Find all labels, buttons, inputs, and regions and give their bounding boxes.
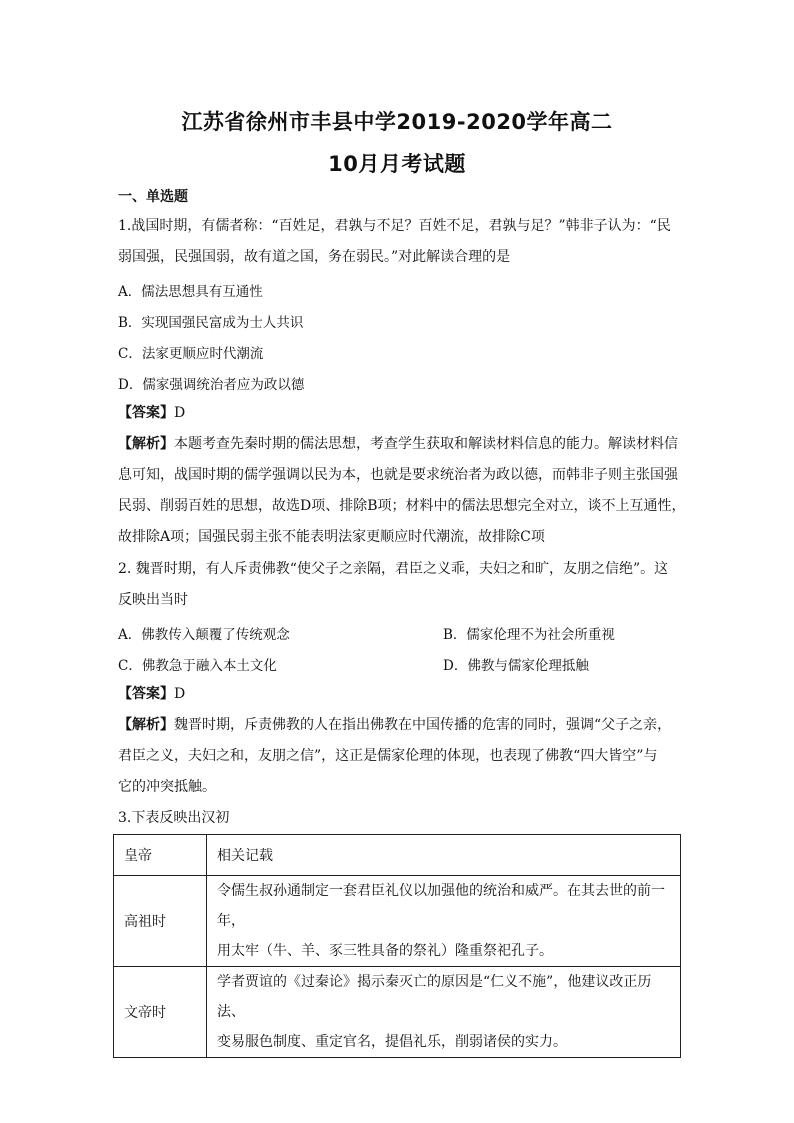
table-row bbox=[114, 876, 681, 967]
q1-option-a: A．儒法思想具有互通性 bbox=[118, 284, 263, 300]
table-header-row bbox=[114, 835, 681, 876]
q1-analysis-line1 bbox=[118, 434, 678, 454]
record-line: 学者贾谊的《过秦论》揭示秦灭亡的原因是“仁义不施”，他建议改正历法、 bbox=[217, 974, 652, 1020]
q3-stem: 3.下表反映出汉初 bbox=[118, 810, 230, 826]
analysis-tag: 【解析】 bbox=[118, 717, 174, 733]
q1-option-c: C．法家更顺应时代潮流 bbox=[118, 346, 264, 362]
q1-analysis-line3: 民弱、削弱百姓的思想，故选D项、排除B项；材料中的儒法思想完全对立，谈不上互通性， bbox=[118, 498, 686, 514]
record-line: 用太牢（牛、羊、豕三牲具备的祭礼）隆重祭祀孔子。 bbox=[217, 943, 553, 959]
q2-stem-line1: 2. 魏晋时期，有人斥责佛教“使父子之亲隔，君臣之义乖，夫妇之和旷，友朋之信绝”。这 bbox=[118, 561, 669, 577]
table-cell-emperor: 文帝时 bbox=[114, 967, 207, 1058]
q1-option-d: D．儒家强调统治者应为政以德 bbox=[118, 377, 305, 393]
q2-stem-line2: 反映出当时 bbox=[118, 592, 188, 608]
table-cell-record bbox=[207, 876, 681, 967]
answer-tag: 【答案】 bbox=[118, 405, 174, 421]
q1-analysis-line2: 息可知，战国时期的儒学强调以民为本，也就是要求统治者为政以德，而韩非子则主张国强 bbox=[118, 467, 678, 483]
records-table bbox=[113, 834, 681, 1058]
section-heading: 一、单选题 bbox=[118, 189, 188, 205]
table-cell-record bbox=[207, 967, 681, 1058]
q2-answer bbox=[118, 684, 678, 704]
q2-option-a: A．佛教传入颠覆了传统观念 bbox=[118, 627, 290, 643]
q1-option-b: B．实现国强民富成为士人共识 bbox=[118, 315, 304, 331]
page-subtitle: 10月月考试题 bbox=[328, 152, 466, 176]
q2-option-d: D．佛教与儒家伦理抵触 bbox=[443, 658, 589, 674]
q2-option-b: B．儒家伦理不为社会所重视 bbox=[443, 627, 615, 643]
q2-analysis-line3: 它的冲突抵触。 bbox=[118, 779, 216, 795]
answer-tag: 【答案】 bbox=[118, 686, 174, 702]
q2-analysis-line2: 君臣之义，夫妇之和，友朋之信”，这正是儒家伦理的体现，也表现了佛教“四大皆空”与 bbox=[118, 748, 658, 764]
q1-stem-line2: 弱国强，民强国弱，故有道之国，务在弱民。”对此解读合理的是 bbox=[118, 249, 511, 265]
table-row bbox=[114, 967, 681, 1058]
q2-analysis-line1 bbox=[118, 715, 678, 735]
analysis-tag: 【解析】 bbox=[118, 436, 174, 452]
record-line: 令儒生叔孙通制定一套君臣礼仪以加强他的统治和威严。在其去世的前一年， bbox=[217, 883, 665, 929]
q1-analysis-line4: 故排除A项；国强民弱主张不能表明法家更顺应时代潮流，故排除C项 bbox=[118, 529, 545, 545]
table-header-records: 相关记载 bbox=[207, 835, 681, 876]
q1-stem-line1: 1.战国时期，有儒者称：“百姓足，君孰与不足？百姓不足，君孰与足？”韩非子认为：“民 bbox=[118, 218, 671, 234]
q1-answer bbox=[118, 403, 678, 423]
answer-value: D bbox=[174, 405, 186, 421]
table-header-emperor: 皇帝 bbox=[114, 835, 207, 876]
page-title: 江苏省徐州市丰县中学2019-2020学年高二 bbox=[181, 110, 613, 134]
analysis-text: 魏晋时期，斥责佛教的人在指出佛教在中国传播的危害的同时，强调“父子之亲， bbox=[174, 717, 672, 733]
table-cell-emperor: 高祖时 bbox=[114, 876, 207, 967]
answer-value: D bbox=[174, 686, 186, 702]
q2-option-c: C．佛教急于融入本土文化 bbox=[118, 658, 277, 674]
record-line: 变易服色制度、重定官名，提倡礼乐，削弱诸侯的实力。 bbox=[217, 1034, 567, 1050]
analysis-text: 本题考查先秦时期的儒法思想，考查学生获取和解读材料信息的能力。解读材料信 bbox=[174, 436, 678, 452]
